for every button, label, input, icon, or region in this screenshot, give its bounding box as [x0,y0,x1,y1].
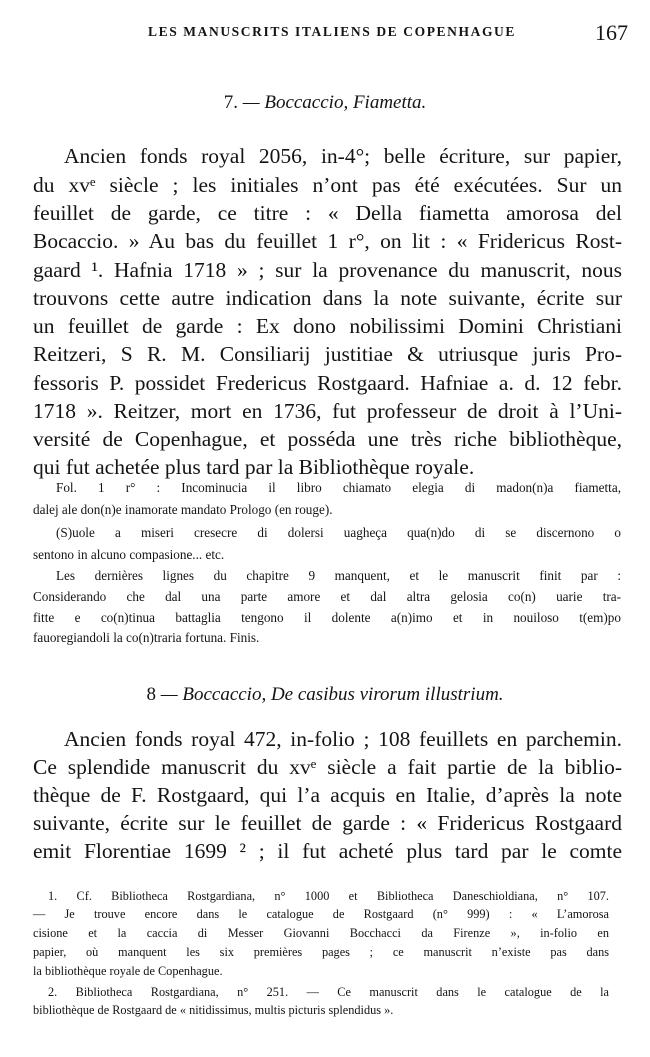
note-line: fauoregiandoli la co(n)traria fortuna. Finis. [33,630,260,645]
paragraph-line: Ce splendide manuscrit du xvᵉ siècle a fait partie de la biblio- [33,755,622,779]
paragraph-line: Ancien fonds royal 472, in-folio ; 108 feuillets en parchemin. [64,727,622,751]
note-line: dalej ale don(n)e inamorate mandato Prologo (en rouge). [33,502,333,517]
paragraph-line: emit Florentiae 1699 ² ; il fut acheté plus tard par le comte [33,839,622,863]
footnote-line: — Je trouve encore dans le catalogue de Rostgaard (n° 999) : « L’amorosa [33,907,609,921]
paragraph-line: feuillet de garde, ce titre : « Della fiametta amorosa del [33,201,622,225]
running-head [148,22,628,46]
note-line: sentono in alcuno compasione... etc. [33,547,225,562]
section-7-title: — Boccaccio, Fiametta. [242,92,427,113]
note-line: fitte e co(n)tinua battaglia tengono il dolente a(n)imo et in nouiloso t(em)po [33,610,621,625]
paragraph-line: qui fut achetée plus tard par la Bibliothèque royale. [33,455,475,479]
note-line: (S)uole a miseri cresecre di dolersi uagheça qua(n)do di se discernono o [56,525,621,540]
footnote-line: la bibliothèque royale de Copenhague. [33,964,223,978]
footnote-line: 2. Bibliotheca Rostgardiana, n° 251. — Ce manuscrit dans le catalogue de la [48,985,609,999]
footnote-line: bibliothèque de Rostgaard de « nitidissimus, multis picturis splendidus ». [33,1003,394,1017]
paragraph-line: un feuillet de garde : Ex dono nobilissimi Domini Christiani [33,314,622,338]
paragraph-line: 1718 ». Reitzer, mort en 1736, fut professeur de droit à l’Uni- [33,399,622,423]
section-8-number: 8 [146,684,156,705]
footnote-line: papier, où manquent les six premières pages ; ce manuscrit n’existe pas dans [33,945,609,959]
running-title: LES MANUSCRITS ITALIENS DE COPENHAGUE [148,24,517,39]
paragraph-line: du xvᵉ siècle ; les initiales n’ont pas été exécutées. Sur un [33,173,622,197]
section-7-number: 7. [223,92,238,113]
paragraph-line: Bocaccio. » Au bas du feuillet 1 r°, on lit : « Fridericus Rost- [33,229,622,253]
paragraph-line: suivante, écrite sur le feuillet de garde : « Fridericus Rostgaard [33,811,622,835]
note-line: Fol. 1 r° : Incominucia il libro chiamato elegia di madon(n)a fiametta, [56,480,621,495]
section-8-title: — Boccaccio, De casibus virorum illustrium. [160,684,504,705]
note-line: Les dernières lignes du chapitre 9 manquent, et le manuscrit finit par : [56,568,621,583]
footnote-line: cisione et la caccia di Messer Giovanni Bocchacci da Firenze », in-folio en [33,926,609,940]
paragraph-line: fessoris P. possidet Fredericus Rostgaard. Hafniae a. d. 12 febr. [33,371,622,395]
paragraph-line: Ancien fonds royal 2056, in-4°; belle écriture, sur papier, [64,144,622,168]
note-line: Considerando che dal una parte amore et dal altra gelosia co(n) uarie tra- [33,589,621,604]
paragraph-line: thèque de F. Rostgaard, qui l’a acquis en Italie, d’après la note [33,783,622,807]
paragraph-line: gaard ¹. Hafnia 1718 » ; sur la provenance du manuscrit, nous [33,258,622,282]
paragraph-line: versité de Copenhague, et posséda une très riche bibliothèque, [33,427,622,451]
section-7-heading [0,92,650,114]
page-number: 167 [595,20,628,45]
paragraph-line: trouvons cette autre indication dans la note suivante, écrite sur [33,286,622,310]
section-8-heading [0,684,650,706]
paragraph-line: Reitzeri, S R. M. Consiliarij justitiae & utriusque juris Pro- [33,342,622,366]
footnote-line: 1. Cf. Bibliotheca Rostgardiana, n° 1000 et Bibliotheca Daneschioldiana, n° 107. [48,889,609,903]
